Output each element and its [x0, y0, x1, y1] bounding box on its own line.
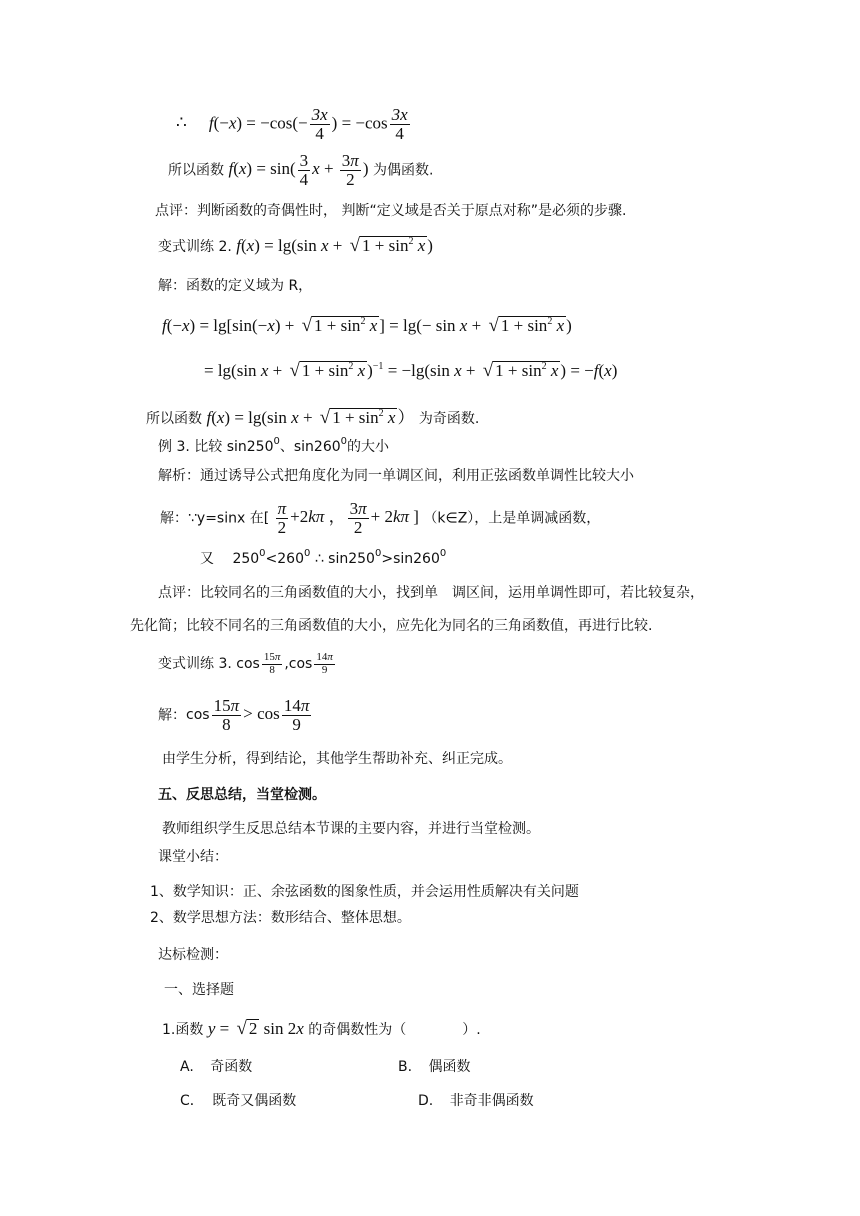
- summary-label: 课堂小结：: [158, 849, 228, 865]
- example-3-comparison: 又 $250^0<260^0$ ∴ $\sin 250^0>\sin 260^0$: [200, 548, 447, 567]
- even-suffix: 为偶函数.: [372, 162, 434, 179]
- example-3-solution: [160, 500, 600, 537]
- odd-function-conclusion: [146, 408, 479, 428]
- variant-2: [158, 236, 433, 256]
- summary-item-1: 1、数学知识：正、余弦函数的图象性质，并会运用性质解决有关问题: [150, 884, 579, 900]
- q1-suffix: 的奇偶数性为（ ）.: [308, 1022, 481, 1038]
- sol-3-label: 解：: [158, 707, 186, 724]
- q1-formula: y = √ 2 sin 2x: [207, 1018, 304, 1039]
- variant-3-formula: cos $\frac{15\pi}{8}$ ,cos $\frac{14\pi}{9}$: [236, 651, 333, 676]
- solution-2-domain: 解：函数的定义域为 R，: [158, 278, 313, 294]
- option-a[interactable]: [180, 1060, 252, 1074]
- example-3-analysis: 解析：通过诱导公式把角度化为同一单调区间，利用正弦函数单调性比较大小: [158, 468, 634, 484]
- ex3-title-part2: 、sin260: [279, 439, 341, 455]
- question-1: [162, 1019, 481, 1039]
- ex3-sol-part2: （k∈Z），上是单调减函数，: [423, 510, 601, 527]
- option-b-text: 偶函数: [428, 1059, 471, 1075]
- check-label: 达标检测：: [158, 947, 228, 963]
- even-prefix: 所以函数: [168, 162, 224, 179]
- note-monotonic-line1: 点评：比较同名的三角函数值的大小，找到单 调区间，运用单调性即可，若比较复杂，: [158, 585, 704, 601]
- choice-section-label: 一、选择题: [164, 982, 234, 998]
- example-3-title: 例 3. 比较 $\sin 250^0$、$\sin 260^0$的大小: [158, 436, 390, 455]
- option-b[interactable]: [398, 1060, 471, 1074]
- variant-2-formula: f(x) = lg(sin x + √ $1 + \sin^2 x$ ): [236, 235, 433, 256]
- section-5-title: 五、反思总结，当堂检测。: [158, 787, 326, 803]
- option-b-letter: B.: [398, 1059, 413, 1075]
- even-function-conclusion: [168, 152, 433, 189]
- variant-3: [158, 652, 337, 676]
- ex3-also-part4: >sin260: [381, 551, 440, 567]
- ex3-also-part1: 又 250: [200, 551, 260, 567]
- note-parity: 点评：判断函数的奇偶性时， 判断“定义域是否关于原点对称”是必须的步骤.: [155, 203, 627, 219]
- option-c-letter: C．: [180, 1093, 204, 1109]
- equation-therefore: ∴ f(−x) = −cos(− $\frac{3x}{4}$ ) = −cos $\frac{3x}{4}$: [176, 105, 408, 143]
- odd-prefix: 所以函数: [146, 411, 202, 427]
- odd-suffix: 为奇函数.: [418, 411, 480, 427]
- option-d-letter: D.: [418, 1093, 434, 1109]
- variant-3-label: 变式训练 3.: [158, 656, 232, 673]
- summary-item-2: 2、数学思想方法：数形结合、整体思想。: [150, 910, 411, 926]
- ex3-title-part3: 的大小: [347, 439, 390, 455]
- odd-formula: f(x) = lg(sin x + √ $1 + \sin^2 x$ ）: [206, 407, 415, 428]
- equation-odd-1: f(−x) = lg[sin(−x) + √ $1 + \sin^2 x$ ] = lg(− sin x + √ $1 + \sin^2 x$ ): [162, 315, 572, 336]
- ex3-also-part2: <260: [265, 551, 304, 567]
- option-c[interactable]: [180, 1094, 296, 1108]
- option-d-text: 非奇非偶函数: [449, 1093, 534, 1109]
- teacher-organize: 教师组织学生反思总结本节课的主要内容，并进行当堂检测。: [162, 821, 540, 837]
- q1-prefix: 1.函数: [162, 1022, 204, 1038]
- option-c-text: 既奇又偶函数: [212, 1093, 297, 1109]
- even-formula: f(x) = sin( $\frac{3}{4}$ x + $\frac{3\pi}{2}$ ): [228, 151, 369, 189]
- ex3-sol-part1: 解：∵y=sinx 在[: [160, 510, 270, 527]
- option-a-text: 奇函数: [210, 1059, 253, 1075]
- equation-odd-2: = lg(sin x + √ $1 + \sin^2 x$ )$^{-1}$ = −lg(sin x + √ $1 + \sin^2 x$ ) = −f(x): [204, 360, 618, 381]
- option-a-letter: A.: [180, 1059, 194, 1075]
- ex3-also-part3: ∴ sin250: [310, 551, 375, 567]
- variant-2-label: 变式训练 2.: [158, 239, 232, 255]
- sol-3-formula: cos $\frac{15\pi}{8}$ > cos $\frac{14\pi}{9}$: [186, 696, 310, 734]
- solution-3: [158, 697, 313, 734]
- option-d[interactable]: [418, 1094, 534, 1108]
- ex3-interval: $\frac{\pi}{2}$ +2kπ ， $\frac{3\pi}{2}$ + 2kπ ]: [277, 499, 419, 537]
- students-analysis: 由学生分析，得到结论，其他学生帮助补充、纠正完成。: [162, 751, 512, 767]
- note-monotonic-line2: 先化简；比较不同名的三角函数值的大小，应先化为同名的三角函数值，再进行比较.: [130, 618, 653, 634]
- ex3-title-part1: 例 3. 比较 sin250: [158, 439, 274, 455]
